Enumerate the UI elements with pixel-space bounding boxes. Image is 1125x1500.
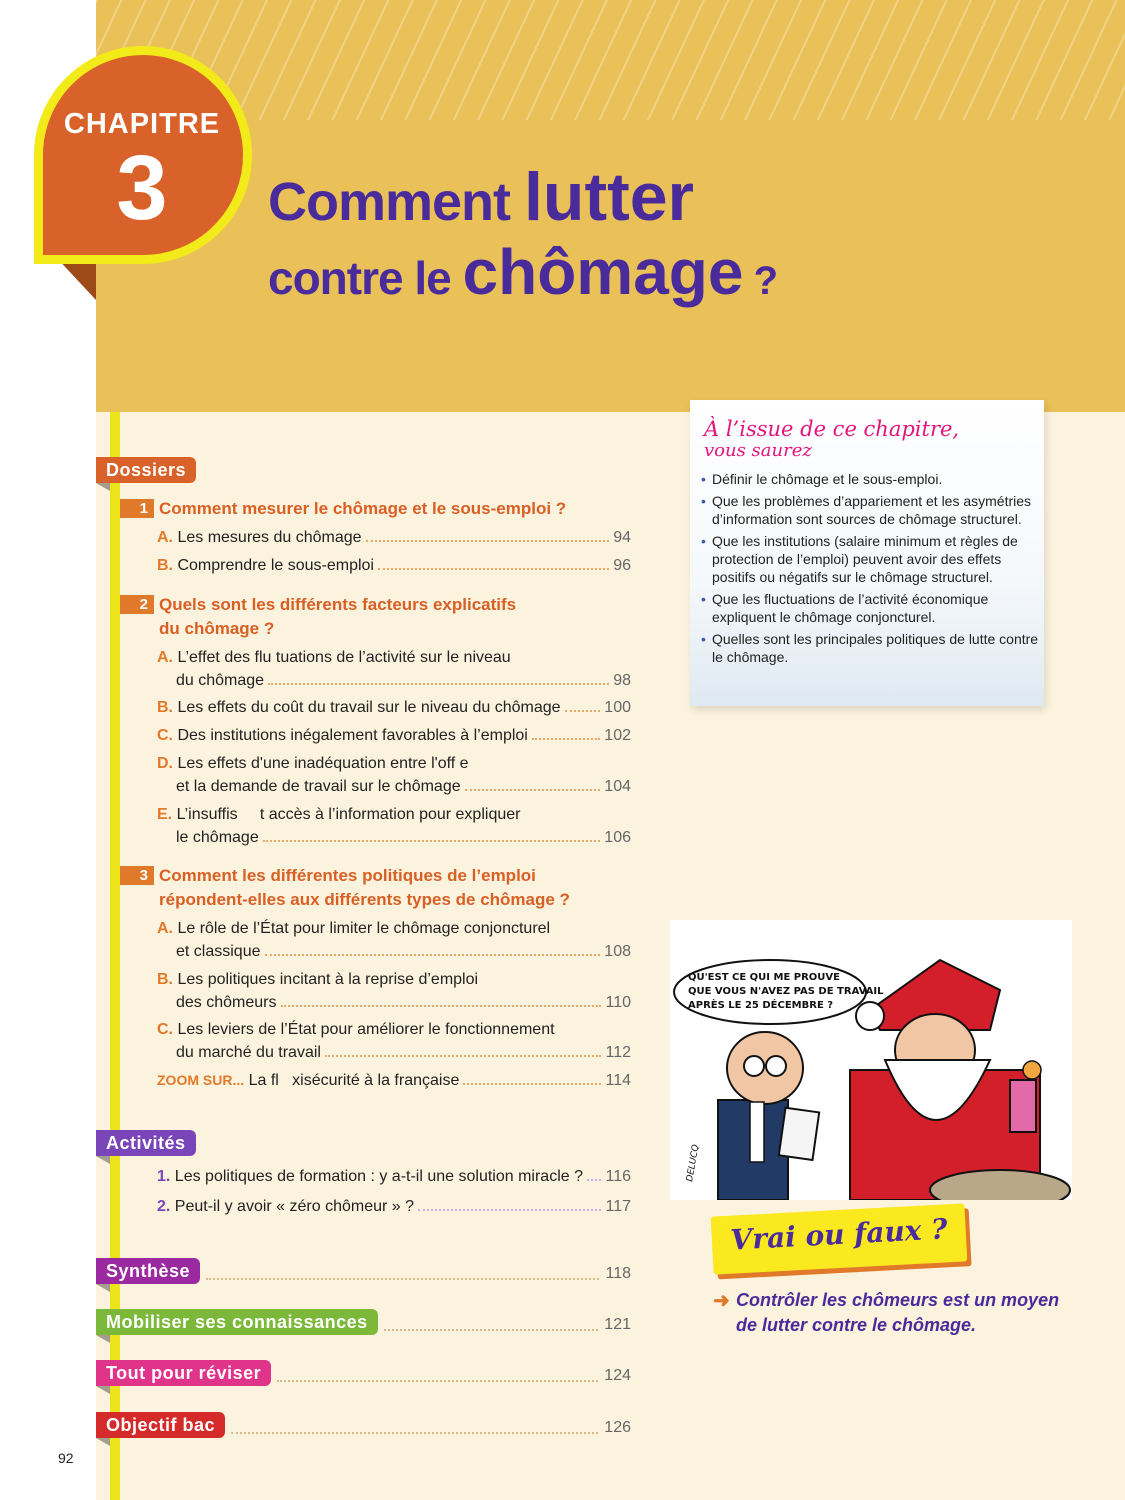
margin-line: [110, 412, 120, 1500]
objective-item: • Définir le chômage et le sous-emploi.: [701, 470, 1041, 488]
page-number: 110: [605, 994, 631, 1011]
toc-entry[interactable]: B. Comprendre le sous-emploi 96: [157, 554, 631, 577]
objectives-title: À l’issue de ce chapitre, vous saurez: [704, 417, 960, 461]
toc-entry[interactable]: A. Les mesures du chômage 94: [157, 526, 631, 549]
chapter-label: CHAPITRE: [63, 108, 221, 140]
objectives-list: [701, 470, 1041, 670]
page-number: 102: [604, 727, 631, 744]
page-number: 114: [605, 1072, 631, 1089]
objective-item: • Que les fluctuations de l’activité économique expliquent le chômage conjoncturel.: [701, 590, 1041, 626]
page-number: 98: [613, 672, 631, 689]
page-number: 118: [605, 1265, 631, 1282]
section-heading[interactable]: Comment les différentes politiques de l’emploi répondent-elles aux différents types de chômage ?: [159, 866, 570, 909]
objective-item: • Que les problèmes d’appariement et les asymétries d’information sont sources de chômage structurel.: [701, 492, 1041, 528]
arrow-icon: ➜: [713, 1290, 730, 1312]
objective-item: • Que les institutions (salaire minimum et règles de protection de l’emploi) peuvent avoir des effets positifs ou négatifs sur le chômage structurel.: [701, 532, 1041, 586]
page-number: 94: [613, 529, 631, 546]
chapter-title: Comment lutter contre le chômage ?: [268, 159, 778, 308]
svg-text:QUE VOUS N'AVEZ PAS DE TRAVAIL: QUE VOUS N'AVEZ PAS DE TRAVAIL: [688, 986, 884, 997]
page-number: 126: [604, 1419, 631, 1436]
toc-entry[interactable]: 2. Peut-il y avoir « zéro chômeur » ? 117: [157, 1195, 631, 1218]
toc-entry-mobiliser[interactable]: Mobiliser ses connaissances 121: [96, 1309, 631, 1335]
toc-entry[interactable]: E. L’insuffis t accès à l’information pour expliquer le chômage 106: [157, 803, 631, 849]
toc-entry[interactable]: A. L’effet des flu tuations de l’activité sur le niveau du chômage 98: [157, 646, 631, 692]
vrai-ou-faux-title: Vrai ou faux ?: [729, 1212, 949, 1257]
page-number: 124: [604, 1367, 631, 1384]
page-number: 112: [605, 1044, 631, 1061]
svg-text:QU'EST CE QUI ME PROUVE: QU'EST CE QUI ME PROUVE: [688, 972, 840, 983]
section-heading[interactable]: Quels sont les différents facteurs explicatifs du chômage ?: [159, 595, 517, 638]
section-number: 3: [120, 866, 154, 885]
page-number: 116: [605, 1168, 631, 1185]
toc-entry[interactable]: 1. Les politiques de formation : y a-t-il une solution miracle ? 116: [157, 1165, 631, 1188]
page-number: 108: [604, 943, 631, 960]
toc-entry-synthese[interactable]: Synthèse 118: [96, 1258, 631, 1284]
toc-entry[interactable]: A. Le rôle de l’État pour limiter le chômage conjoncturel et classique 108: [157, 917, 631, 963]
cartoonist-signature: DELUCQ: [685, 1143, 702, 1183]
chapter-number: 3: [116, 137, 168, 239]
section-heading[interactable]: Comment mesurer le chômage et le sous-emploi ?: [159, 499, 567, 518]
svg-text:APRÈS LE 25 DÉCEMBRE: APRÈS LE 25 DÉCEMBRE ?: [688, 1000, 834, 1011]
activites-tag: Activités: [96, 1130, 196, 1156]
vrai-ou-faux-statement: Contrôler les chômeurs est un moyen de lutter contre le chômage.: [736, 1290, 1060, 1335]
section-number: 1: [120, 499, 154, 518]
page-number: 121: [604, 1316, 631, 1333]
toc-entry[interactable]: C. Les leviers de l’État pour améliorer le fonctionnement du marché du travail 112: [157, 1018, 631, 1064]
objective-item: • Quelles sont les principales politiques de lutte contre le chômage.: [701, 630, 1041, 666]
section-number: 2: [120, 595, 154, 614]
toc-entry[interactable]: D. Les effets d'une inadéquation entre l'off e et la demande de travail sur le chômage 104: [157, 752, 631, 798]
toc-entry-zoom[interactable]: ZOOM SUR... La fl xisécurité à la française 114: [157, 1069, 631, 1092]
page-number-footer: 92: [58, 1450, 74, 1466]
toc-entry[interactable]: C. Des institutions inégalement favorables à l’emploi 102: [157, 724, 631, 747]
toc-entry-reviser[interactable]: Tout pour réviser 124: [96, 1360, 631, 1386]
page-number: 96: [613, 557, 631, 574]
page-number: 106: [604, 829, 631, 846]
dossiers-tag: Dossiers: [96, 457, 196, 483]
toc-entry-objectif-bac[interactable]: Objectif bac 126: [96, 1412, 631, 1438]
page-number: 104: [604, 778, 631, 795]
toc-entry[interactable]: B. Les effets du coût du travail sur le niveau du chômage 100: [157, 696, 631, 719]
page-number: 117: [605, 1198, 631, 1215]
toc-entry[interactable]: B. Les politiques incitant à la reprise d’emploi des chômeurs 110: [157, 968, 631, 1014]
page-number: 100: [604, 699, 631, 716]
cartoon-illustration: [670, 920, 1072, 1200]
